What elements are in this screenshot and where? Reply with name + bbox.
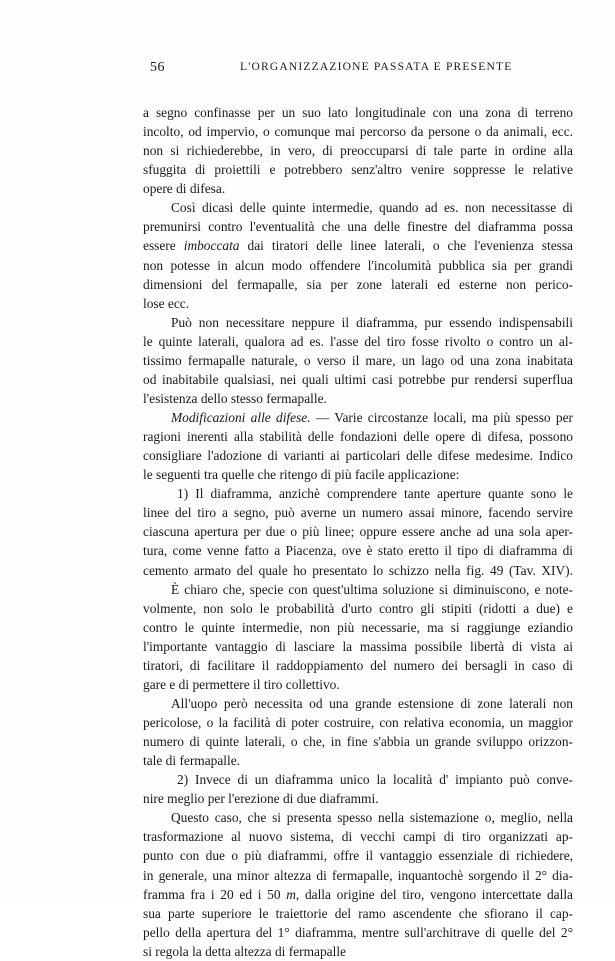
text-line: sua parte superiore le traiettorie del ramo ascendente che sfiorano il cap- (143, 905, 573, 921)
text-line: tura, come venne fatto a Piacenza, ove è stato eretto il tipo di diaframma di (143, 543, 573, 559)
text-line: od inabitabile qualsiasi, nei quali ultimi casi potrebbe pur rendersi superflua (143, 371, 573, 387)
text-line: gare e di permettere il tiro collettivo. (143, 676, 340, 692)
text-line: 1) Il diaframma, anzichè comprendere tante aperture quante sono le (177, 486, 573, 502)
text-line: l'importante vantaggio di lasciare la massima possibile libertà di vista ai (143, 638, 573, 654)
text-line: punto con due o più diaframmi, offre il vantaggio essenziale di richiedere, (143, 848, 573, 864)
page-number: 56 (150, 60, 165, 75)
text-line: cemento armato del quale ho presentato lo schizzo nella fig. 49 (Tav. XIV). (143, 562, 573, 578)
text-line: dimensioni del fermapalle, sia per zone laterali ed esterne non perico- (143, 276, 573, 292)
italic-term: imboccata (183, 238, 240, 254)
text-line: pello della apertura del 1° diaframma, mentre sull'architrave di quelle del 2° (143, 924, 573, 940)
text-line: tiratori, di facilitare il raddoppiamento del numero dei bersagli in caso di (143, 657, 573, 673)
text-line: tissimo fermapalle naturale, o verso il mare, un lago od una zona inabitata (143, 352, 573, 368)
text-line: ciascuna apertura per due o più linee; oppure essere anche ad una sola aper- (143, 524, 573, 540)
text-line: ragioni inerenti alla stabilità delle fondazioni delle opere di difesa, possono (143, 429, 573, 445)
text-line: lose ecc. (143, 295, 190, 311)
text-line: contro le quinte intermedie, non più necessarie, ma si raggiunge eziandio (143, 619, 573, 635)
text-line: nire meglio per l'erezione di due diaframmi. (143, 791, 379, 807)
text-line: linee del tiro a segno, può averne un numero assai minore, facendo servire (143, 505, 573, 521)
text-line: a segno confinasse per un suo lato longitudinale con una zona di terreno (143, 105, 573, 120)
text-line: È chiaro che, specie con quest'ultima soluzione si diminuiscono, e note- (171, 581, 573, 597)
text-line: consigliare l'adozione di varianti ai particolari delle difese medesime. Indico (143, 448, 573, 464)
text-line: All'uopo però necessita od una grande estensione di zone laterali non (171, 695, 573, 711)
text-segment: framma fra i 20 ed i 50 (143, 886, 287, 902)
text-line: opere di difesa. (143, 181, 226, 197)
running-title: L'ORGANIZZAZIONE PASSATA E PRESENTE (240, 61, 513, 73)
text-line: l'esistenza dello stesso fermapalle. (143, 390, 327, 406)
text-line: in generale, una minor altezza di fermapalle, inquantochè sorgendo il 2° dia- (143, 867, 573, 883)
body-text (143, 103, 573, 961)
text-line: sfuggita di proiettili e potrebbero senz'altro venire soppresse le relative (143, 162, 573, 178)
text-line-mixed (143, 408, 573, 427)
text-line: le seguenti tra quelle che ritengo di più facile applicazione: (143, 467, 460, 483)
text-line: tale di fermapalle. (143, 753, 241, 769)
text-line-mixed (143, 885, 573, 904)
text-line: incolto, od impervio, o comunque mai percorso da persone o da animali, ecc. (143, 124, 573, 140)
text-line: trasformazione al nuovo sistema, di vecchi campi di tiro organizzati ap- (143, 829, 573, 845)
text-segment: essere (143, 238, 184, 254)
text-line: non si richiederebbe, in vero, di preoccuparsi di tale parte in ordine alla (143, 143, 573, 159)
text-line: Può non necessitare neppure il diaframma, pur essendo indispensabili (171, 314, 573, 330)
text-segment: , dalla origine del tiro, vengono intercettate dalla (295, 886, 573, 902)
text-line: premunirsi contro l'eventualità che una delle finestre del diaframma possa (143, 219, 573, 235)
text-line: non potesse in alcun modo offendere l'incolumità pubblica sia per grandi (143, 257, 573, 273)
unit-abbrev: m (286, 886, 296, 902)
section-heading: Modificazioni alle difese. (171, 410, 311, 425)
text-line: volmente, non solo le probabilità d'urto contro gli stipiti (ridotti a due) e (143, 600, 573, 616)
text-line: numero di quinte laterali, o che, in fine s'abbia un grande sviluppo orizzon- (143, 734, 573, 750)
text-line: pericolose, o la facilità di poter costruire, con relativa economia, un maggior (143, 715, 573, 730)
text-line: Questo caso, che si presenta spesso nella sistemazione o, meglio, nella (171, 810, 573, 826)
page-header (150, 60, 570, 82)
text-line: Così dicasi delle quinte intermedie, quando ad es. non necessitasse di (171, 200, 573, 216)
text-segment: — Varie circostanze locali, ma più spesso per (310, 410, 573, 425)
text-segment: dai tiratori delle linee laterali, o che l'evenienza stessa (239, 238, 574, 254)
text-line: 2) Invece di un diaframma unico la località d' impianto può conve- (177, 772, 573, 788)
text-line-mixed (143, 236, 573, 255)
text-line: si regola la detta altezza di fermapalle (143, 943, 346, 959)
text-line: le quinte laterali, qualora ad es. l'asse del tiro fosse rivolto o contro un al- (143, 333, 573, 349)
